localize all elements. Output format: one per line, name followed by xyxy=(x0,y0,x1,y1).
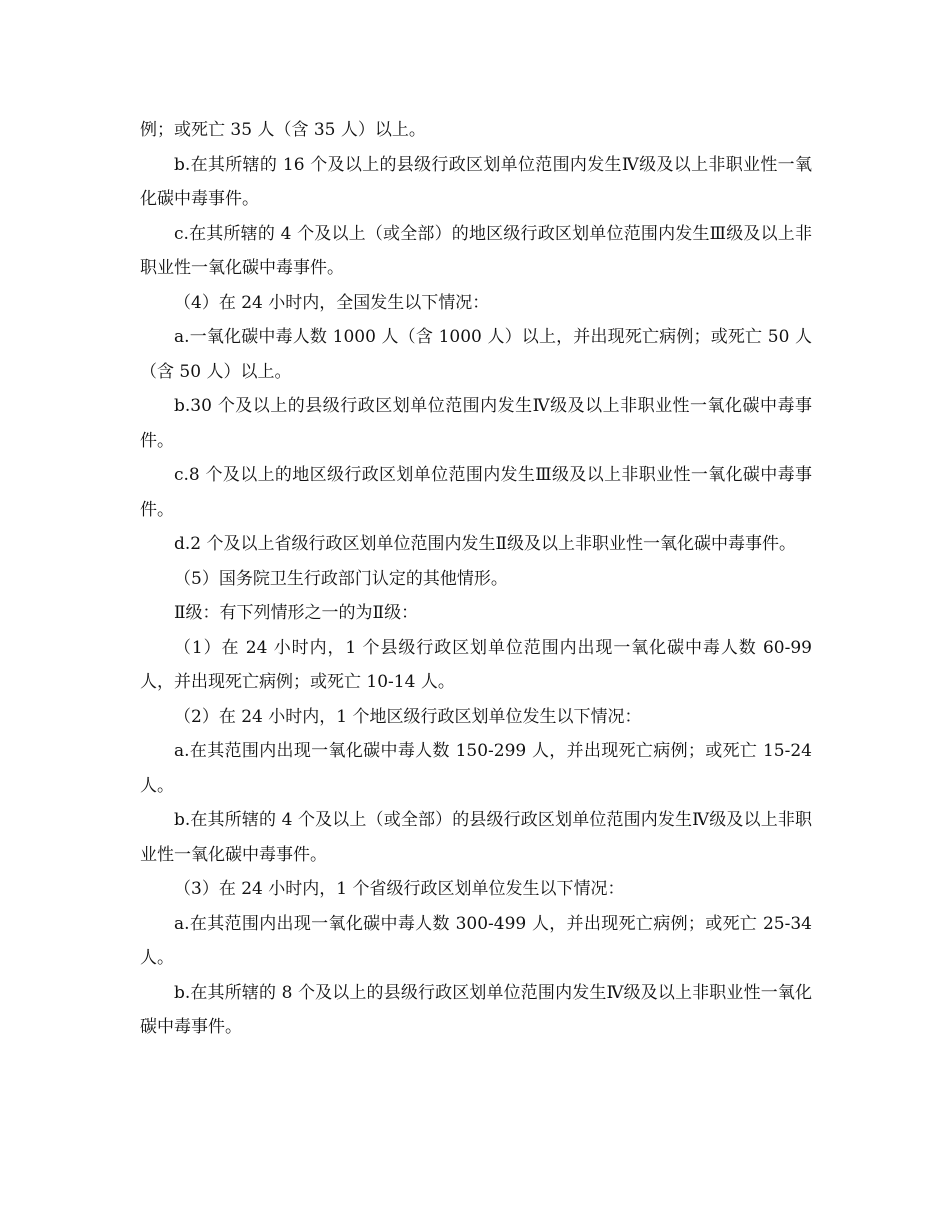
paragraph-continuation: 例；或死亡 35 人（含 35 人）以上。 xyxy=(140,120,426,140)
paragraph-item-2-prefecture: （2）在 24 小时内，1 个地区级行政区划单位发生以下情况： xyxy=(174,706,642,727)
paragraph-item-a-1000-people: a.一氧化碳中毒人数 1000 人（含 1000 人）以上，并出现死亡病例；或死亡 50 人（含 50 人）以上。 xyxy=(140,327,812,382)
paragraph-item-3-province: （3）在 24 小时内，1 个省级行政区划单位发生以下情况： xyxy=(174,879,625,899)
paragraph-item-b-30-counties: b.30 个及以上的县级行政区划单位范围内发生Ⅳ级及以上非职业性一氧化碳中毒事件。 xyxy=(140,396,812,451)
paragraph-item-1-county: （1）在 24 小时内，1 个县级行政区划单位范围内出现一氧化碳中毒人数 60-99 人，并出现死亡病例；或死亡 10-14 人。 xyxy=(140,637,812,692)
paragraph-item-c-4-prefectures: c.在其所辖的 4 个及以上（或全部）的地区级行政区划单位范围内发生Ⅲ级及以上非职业性一氧化碳中毒事件。 xyxy=(140,223,812,278)
paragraph-item-5-other: （5）国务院卫生行政部门认定的其他情形。 xyxy=(174,568,508,589)
paragraph-item-4-national: （4）在 24 小时内，全国发生以下情况： xyxy=(174,292,490,313)
paragraph-item-b-16-counties: b.在其所辖的 16 个及以上的县级行政区划单位范围内发生Ⅳ级及以上非职业性一氧化碳中毒事件。 xyxy=(140,154,812,209)
paragraph-item-b-4-counties: b.在其所辖的 4 个及以上（或全部）的县级行政区划单位范围内发生Ⅳ级及以上非职业性一氧化碳中毒事件。 xyxy=(140,810,812,865)
paragraph-item-d-2-provinces: d.2 个及以上省级行政区划单位范围内发生Ⅱ级及以上非职业性一氧化碳中毒事件。 xyxy=(174,534,797,554)
document-body xyxy=(140,113,812,1045)
paragraph-item-a-150-299: a.在其范围内出现一氧化碳中毒人数 150-299 人，并出现死亡病例；或死亡 15-24 人。 xyxy=(140,741,812,796)
paragraph-level-2-heading: Ⅱ级：有下列情形之一的为Ⅱ级： xyxy=(174,603,419,623)
paragraph-item-a-300-499: a.在其范围内出现一氧化碳中毒人数 300-499 人，并出现死亡病例；或死亡 25-34 人。 xyxy=(140,913,812,968)
paragraph-item-b-8-counties: b.在其所辖的 8 个及以上的县级行政区划单位范围内发生Ⅳ级及以上非职业性一氧化碳中毒事件。 xyxy=(140,982,812,1037)
paragraph-item-c-8-prefectures: c.8 个及以上的地区级行政区划单位范围内发生Ⅲ级及以上非职业性一氧化碳中毒事件。 xyxy=(140,465,812,520)
